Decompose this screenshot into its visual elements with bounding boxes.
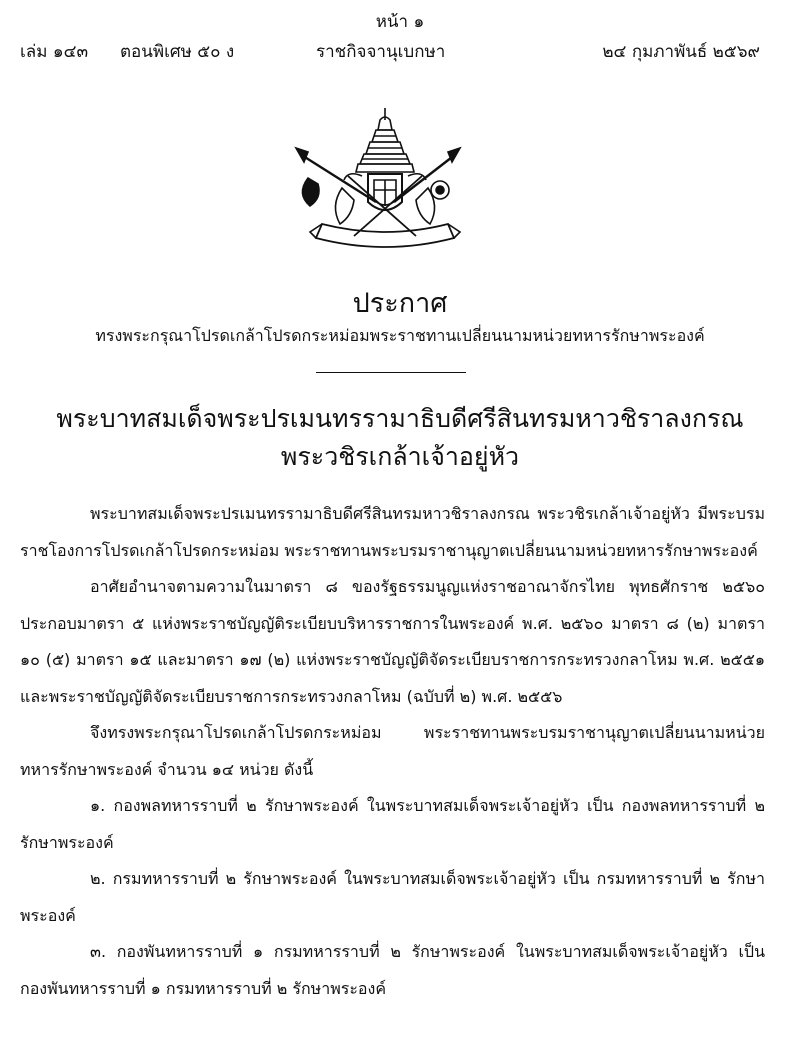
document-title: ประกาศ [352,288,448,319]
section-number: ตอนพิเศษ ๕๐ ง [120,42,235,62]
document-subtitle: ทรงพระกรุณาโปรดเกล้าโปรดกระหม่อมพระราชทานเปลี่ยนนามหน่วยทหารรักษาพระองค์ [95,326,705,345]
gazette-header [20,38,760,64]
gazette-name: ราชกิจจานุเบกษา [316,42,446,62]
publication-date: ๒๔ กุมภาพันธ์ ๒๕๖๙ [602,42,760,62]
king-name-line-1: พระบาทสมเด็จพระปรเมนทรรามาธิบดีศรีสินทรมหาวชิราลงกรณ [56,404,744,433]
paragraph: จึงทรงพระกรุณาโปรดเกล้าโปรดกระหม่อม พระราชทานพระบรมราชานุญาตเปลี่ยนนามหน่วยทหารรักษาพระองค์ จำนวน ๑๔ หน่วย ดังนี้ [20,723,765,779]
list-item: ๓. กองพันทหารราบที่ ๑ กรมทหารราบที่ ๒ รักษาพระองค์ ในพระบาทสมเด็จพระเจ้าอยู่หัว เป็น กองพันทหารราบที่ ๑ กรมทหารราบที่ ๒ รักษาพระองค์ [20,942,765,998]
page-number: หน้า ๑ [375,12,425,32]
announcement-body [20,496,765,1007]
book-number: เล่ม ๑๔๓ [20,42,89,62]
king-name-line-2: พระวชิรเกล้าเจ้าอยู่หัว [280,442,520,471]
list-item: ๑. กองพลทหารราบที่ ๒ รักษาพระองค์ ในพระบาทสมเด็จพระเจ้าอยู่หัว เป็น กองพลทหารราบที่ ๒ รักษาพระองค์ [20,796,765,852]
announcement-heading [0,286,800,350]
paragraph: อาศัยอำนาจตามความในมาตรา ๘ ของรัฐธรรมนูญแห่งราชอาณาจักรไทย พุทธศักราช ๒๕๖๐ ประกอบมาตรา ๕ แห่งพระราชบัญญัติระเบียบบริหารราชการในพระองค์ พ.ศ. ๒๕๖๐ มาตรา ๘ (๒) มาตรา ๑๐ (๕) มาตรา ๑๕ และมาตรา ๑๗ (๒) แห่งพระราชบัญญัติจัดระเบียบราชการกระทรวงกลาโหม พ.ศ. ๒๕๕๑ และพระราชบัญญัติจัดระเบียบราชการกระทรวงกลาโหม (ฉบับที่ ๒) พ.ศ. ๒๕๕๖ [20,577,765,706]
king-name-block [0,400,800,476]
title-divider [316,372,466,373]
royal-emblem-icon [288,106,468,266]
paragraph: พระบาทสมเด็จพระปรเมนทรรามาธิบดีศรีสินทรมหาวชิราลงกรณ พระวชิรเกล้าเจ้าอยู่หัว มีพระบรมราชโองการโปรดเกล้าโปรดกระหม่อม พระราชทานพระบรมราชานุญาตเปลี่ยนนามหน่วยทหารรักษาพระองค์ [20,504,765,560]
list-item: ๒. กรมทหารราบที่ ๒ รักษาพระองค์ ในพระบาทสมเด็จพระเจ้าอยู่หัว เป็น กรมทหารราบที่ ๒ รักษาพระองค์ [20,869,765,925]
